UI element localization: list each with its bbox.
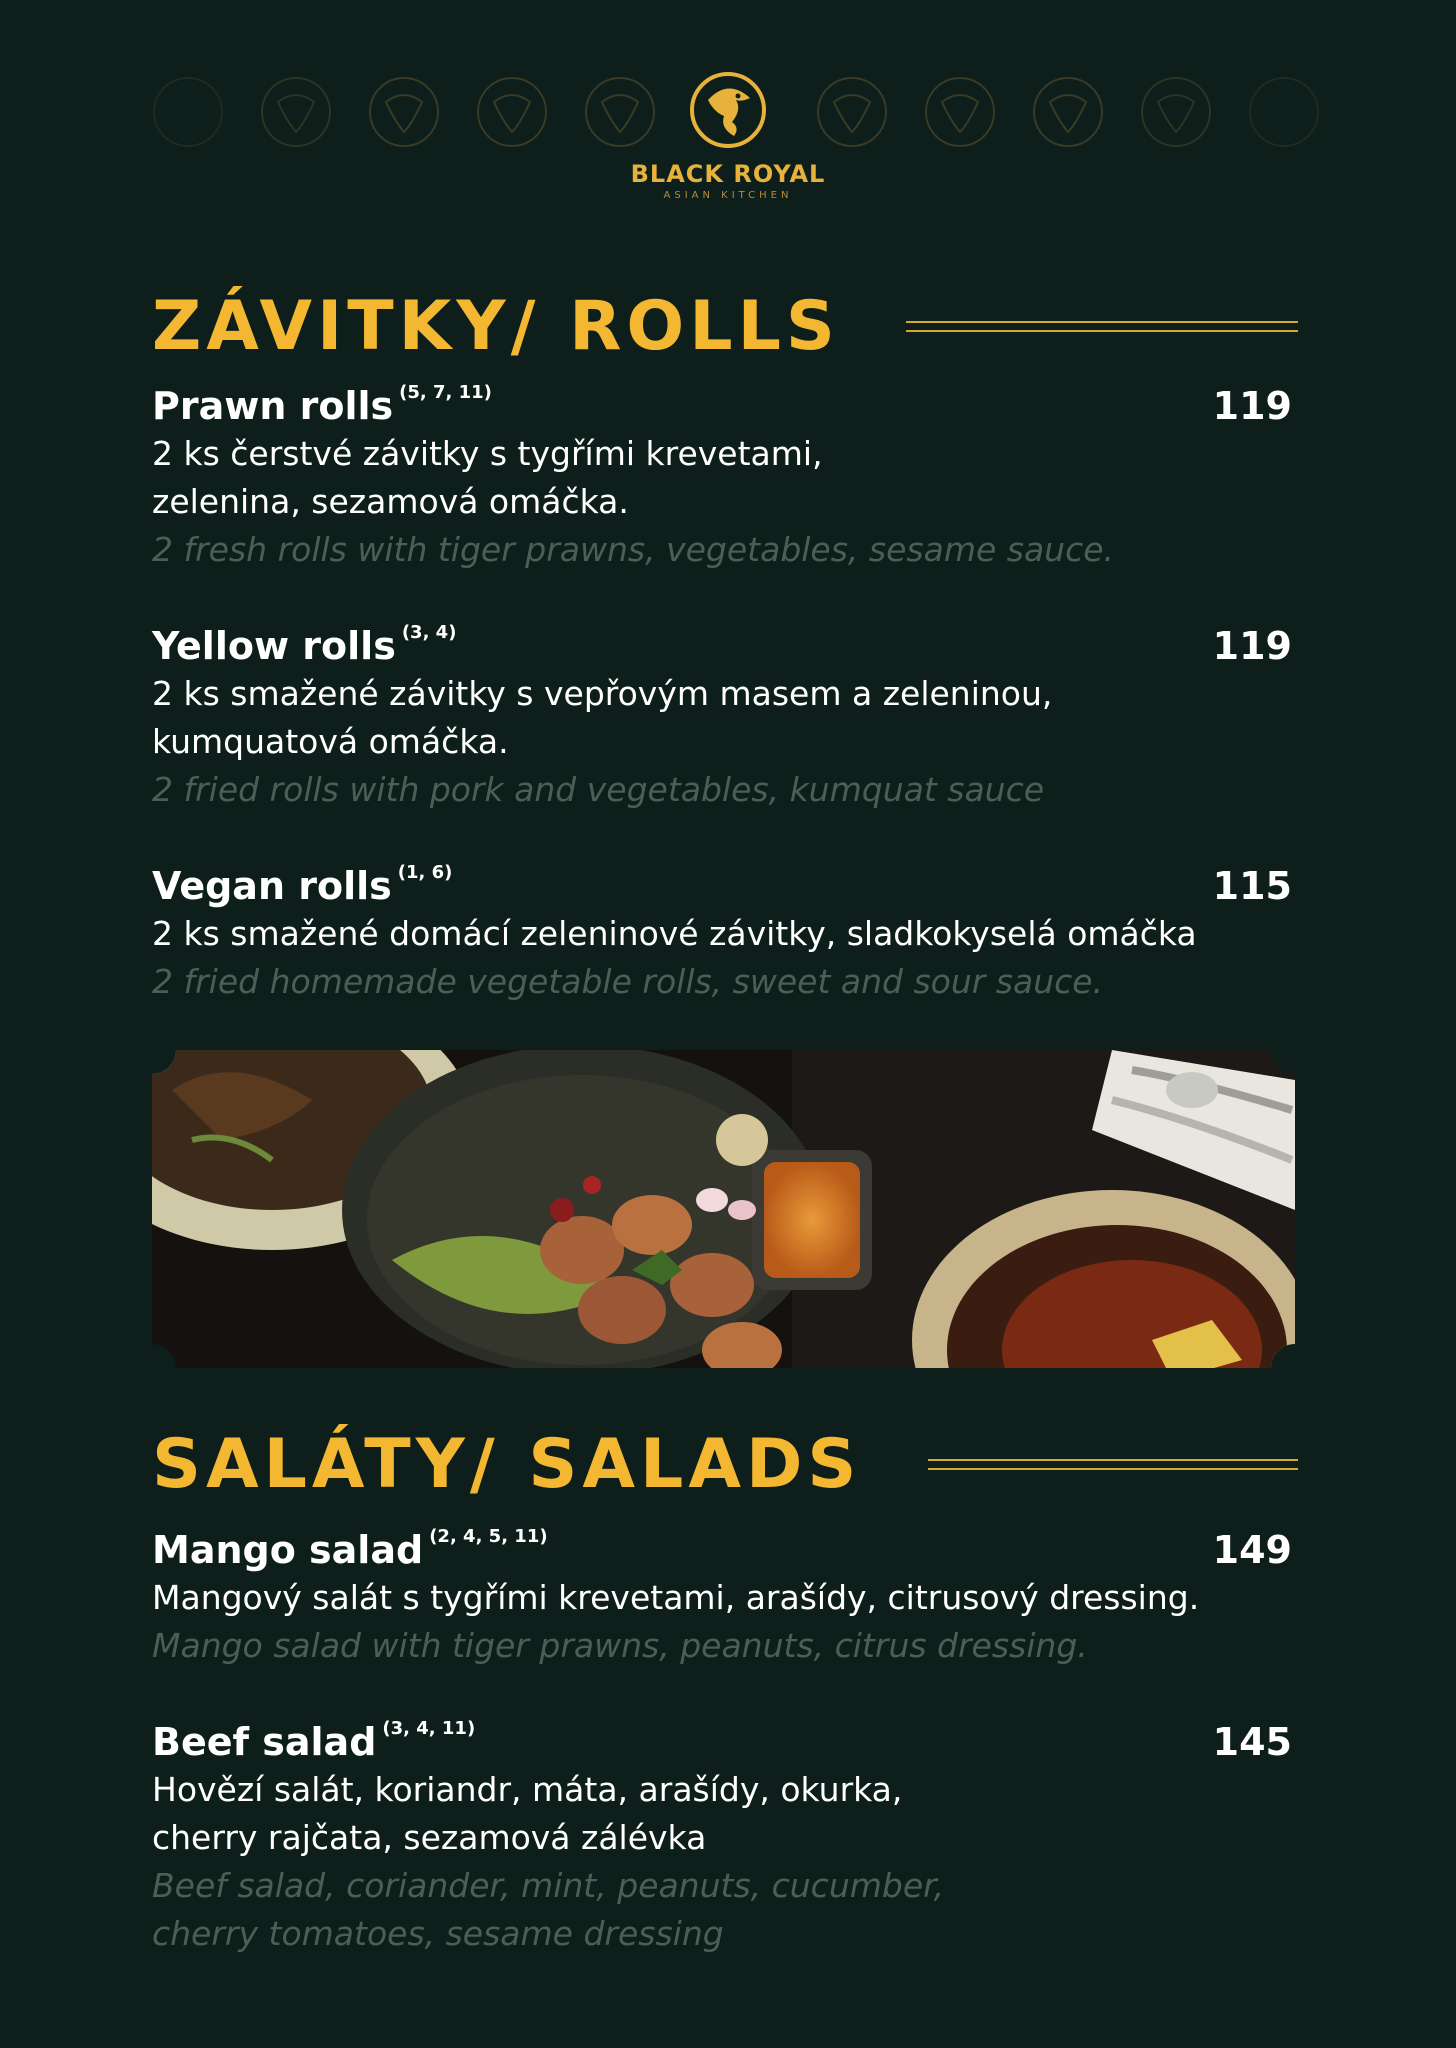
food-photo-illustration <box>152 1050 1295 1368</box>
description-english: Mango salad with tiger prawns, peanuts, citrus dressing. <box>152 1626 1088 1665</box>
item-name: Beef salad $^{(3, 4, 11)}$ <box>152 1718 476 1764</box>
section-title-salads: SALÁTY/ SALADS <box>152 1424 862 1504</box>
description-czech: Mangový salát s tygřími krevetami, arašídy, citrusový dressing. <box>152 1578 1200 1617</box>
menu-item-vegan-rolls <box>152 864 1292 1006</box>
allergens: (2, 4, 5, 11) <box>429 1526 548 1547</box>
item-price: 115 <box>1212 864 1292 908</box>
section-rule-salads <box>928 1459 1298 1471</box>
description-czech: Hovězí salát, koriandr, máta, arašídy, okurka, cherry rajčata, sezamová zálévka <box>152 1770 903 1857</box>
description-czech: 2 ks čerstvé závitky s tygřími krevetami, zelenina, sezamová omáčka. <box>152 434 823 521</box>
item-name: Prawn rolls $^{(5, 7, 11)}$ <box>152 382 492 428</box>
item-price: 149 <box>1212 1528 1292 1572</box>
item-name: Vegan rolls $^{(1, 6)}$ <box>152 862 453 908</box>
item-price: 119 <box>1212 384 1292 428</box>
brand-logo <box>620 70 836 201</box>
dragon-emblem-icon <box>686 70 770 150</box>
food-photo <box>152 1050 1295 1368</box>
menu-item-beef-salad <box>152 1720 1292 1958</box>
item-name: Mango salad $^{(2, 4, 5, 11)}$ <box>152 1526 548 1572</box>
allergens: (5, 7, 11) <box>399 382 492 403</box>
item-price: 145 <box>1212 1720 1292 1764</box>
menu-item-yellow-rolls <box>152 624 1292 814</box>
description-english: Beef salad, coriander, mint, peanuts, cucumber, cherry tomatoes, sesame dressing <box>152 1866 945 1953</box>
menu-item-mango-salad <box>152 1528 1292 1670</box>
allergens: (1, 6) <box>397 862 453 883</box>
item-name: Yellow rolls $^{(3, 4)}$ <box>152 622 457 668</box>
menu-item-prawn-rolls <box>152 384 1292 574</box>
section-rule-rolls <box>906 321 1298 333</box>
description-english: 2 fried rolls with pork and vegetables, kumquat sauce <box>152 770 1045 809</box>
description-czech: 2 ks smažené domácí zeleninové závitky, sladkokyselá omáčka <box>152 914 1197 953</box>
brand-name: BLACK ROYAL <box>630 160 826 188</box>
description-czech: 2 ks smažené závitky s vepřovým masem a zeleninou, kumquatová omáčka. <box>152 674 1053 761</box>
allergens: (3, 4) <box>401 622 457 643</box>
brand-subtitle: ASIAN KITCHEN <box>663 190 793 201</box>
item-price: 119 <box>1212 624 1292 668</box>
section-title-rolls: ZÁVITKY/ ROLLS <box>152 286 840 366</box>
description-english: 2 fresh rolls with tiger prawns, vegetables, sesame sauce. <box>152 530 1115 569</box>
description-english: 2 fried homemade vegetable rolls, sweet and sour sauce. <box>152 962 1104 1001</box>
allergens: (3, 4, 11) <box>382 1718 476 1739</box>
